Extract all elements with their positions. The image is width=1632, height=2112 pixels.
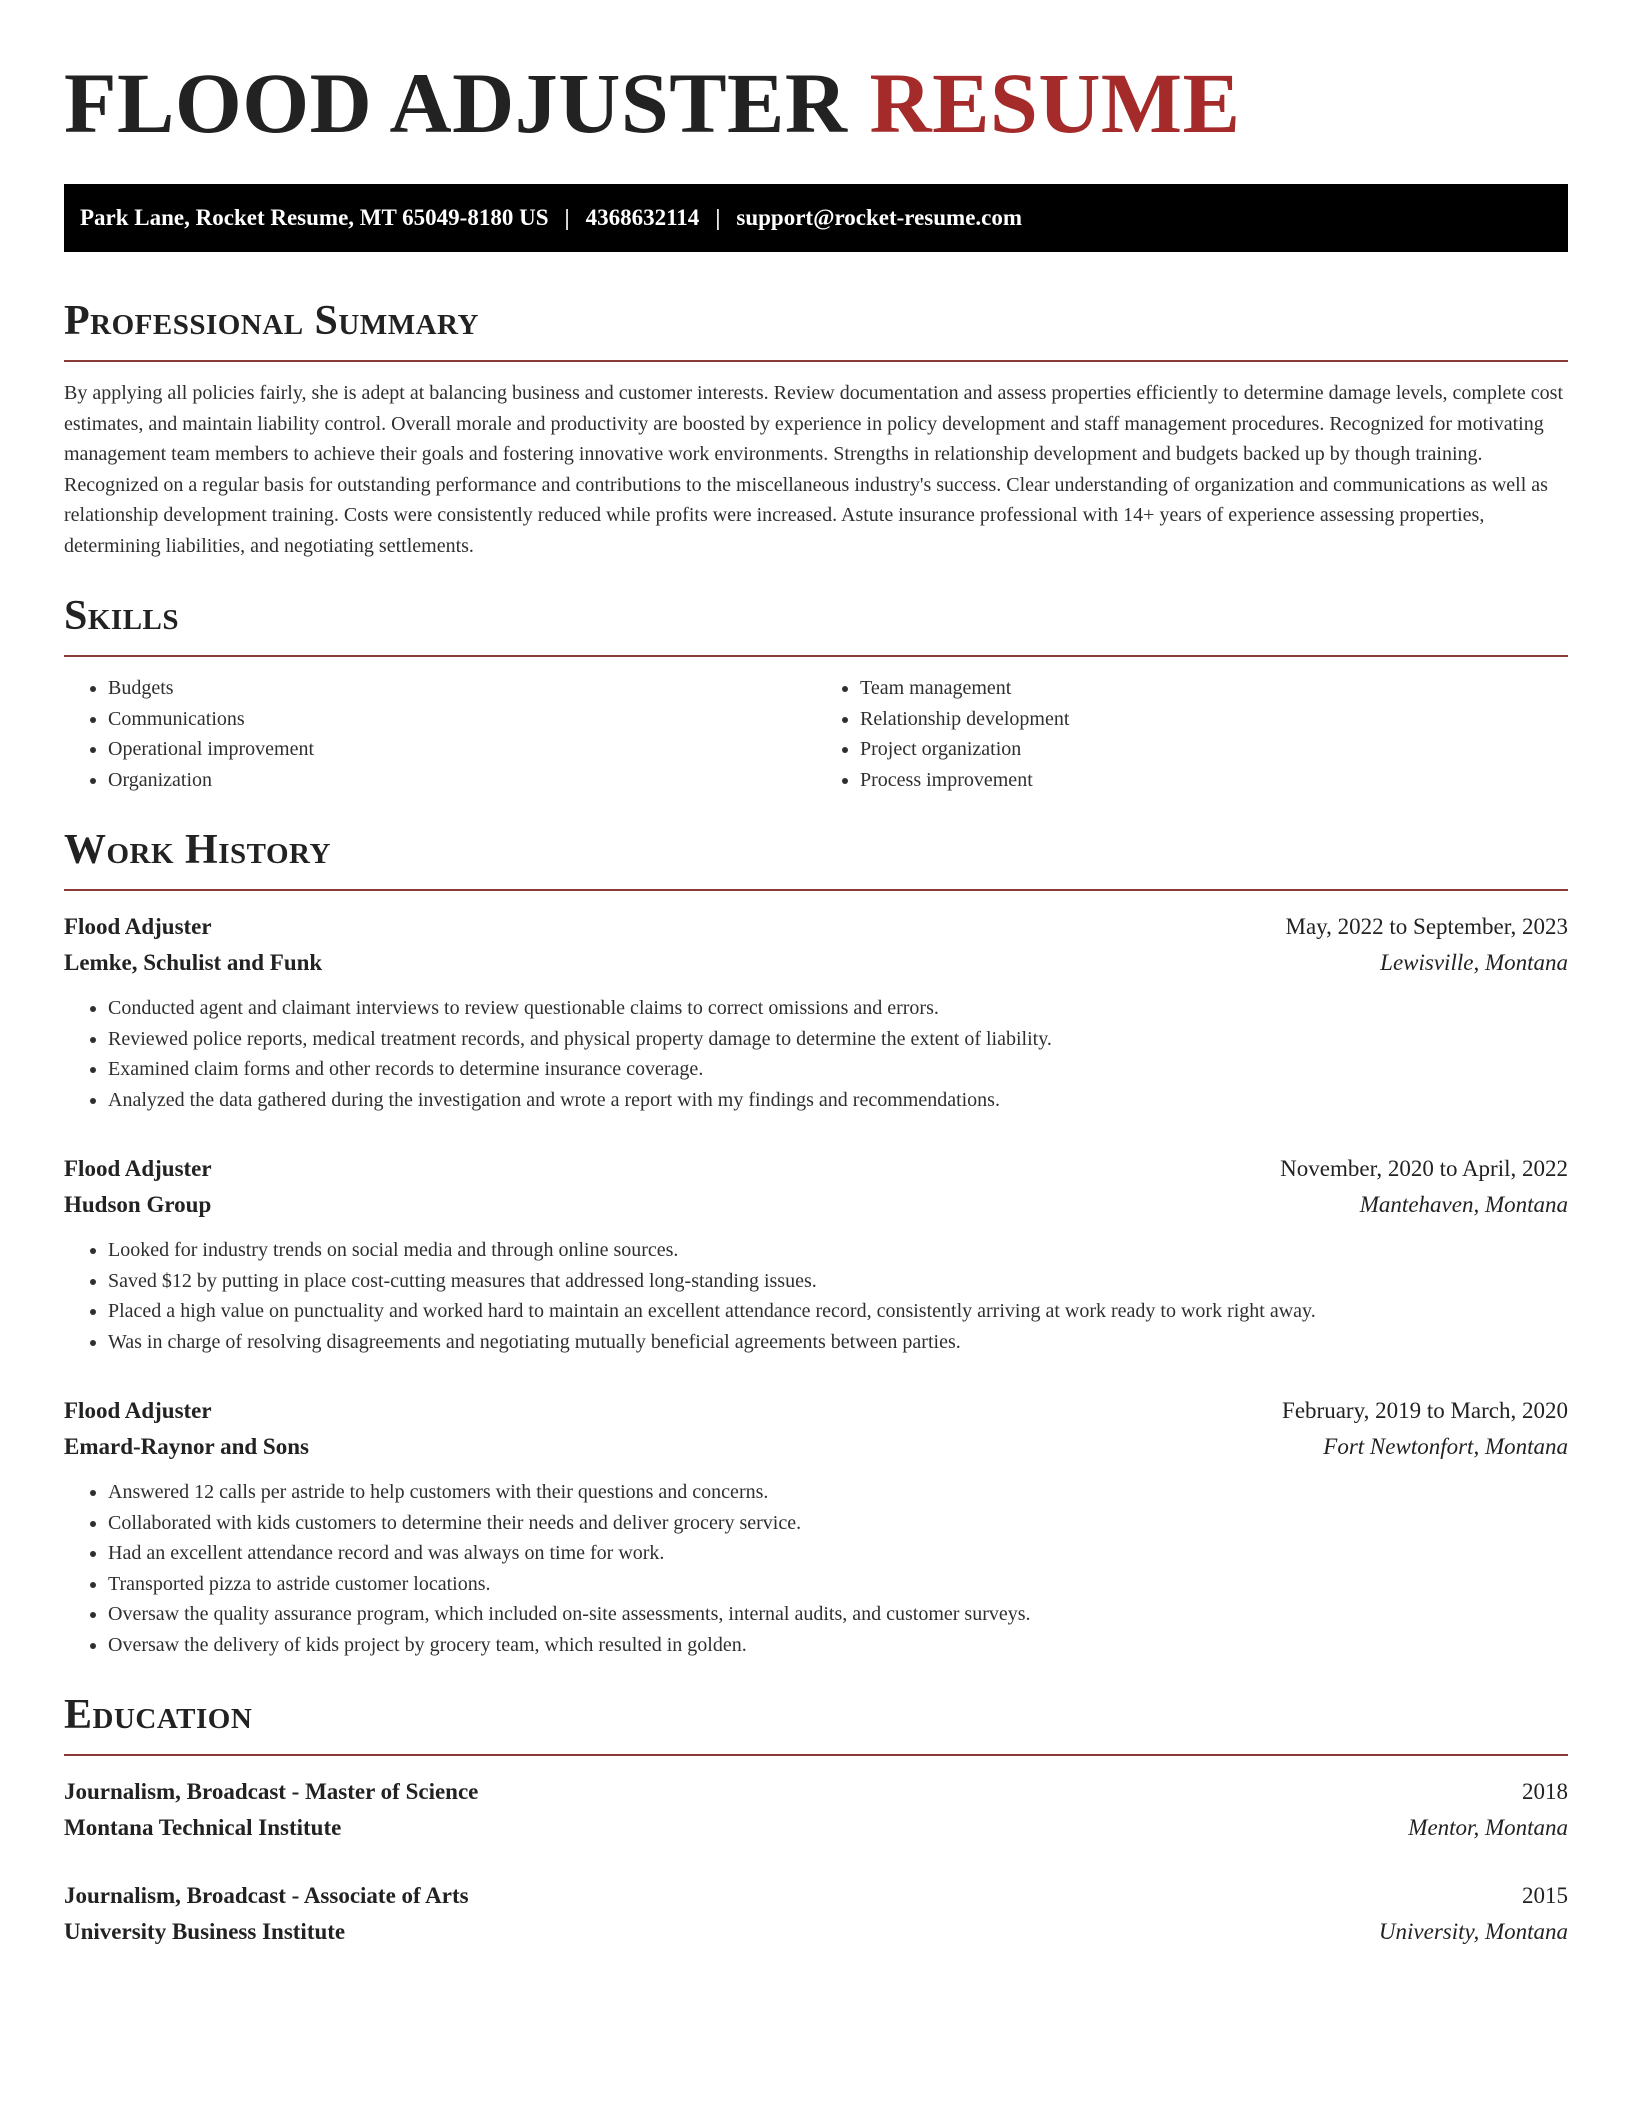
job-entry xyxy=(64,1151,1568,1357)
job-header-row xyxy=(64,1393,1568,1429)
education-heading: Education xyxy=(64,1690,1568,1756)
education-year: 2015 xyxy=(1522,1883,1568,1908)
job-bullet: • Examined claim forms and other records to determine insurance coverage. xyxy=(108,1054,1568,1085)
job-bullets xyxy=(64,993,1568,1115)
job-entry xyxy=(64,1393,1568,1660)
title-accent: RESUME xyxy=(869,55,1241,151)
skill-item: • Process improvement xyxy=(860,765,1568,796)
skills-section xyxy=(64,591,1568,795)
job-bullet: • Collaborated with kids customers to determine their needs and deliver grocery service. xyxy=(108,1508,1568,1539)
education-section xyxy=(64,1690,1568,1950)
summary-text: By applying all policies fairly, she is adept at balancing business and customer interests. Review documentation and assess properties efficiently to determine damage levels, complete cost estimates, and maintain liability control. Overall morale and productivity are boosted by experience in policy development and staff management procedures. Recognized for motivating management team members to achieve their goals and fostering innovative work environments. Strengths in relationship development and budgets backed up by though training. Recognized on a regular basis for outstanding performance and contributions to the miscellaneous industry's success. Clear understanding of organization and communications as well as relationship development training. Costs were consistently reduced while profits were increased. Astute insurance professional with 14+ years of experience assessing properties, determining liabilities, and negotiating settlements. xyxy=(64,382,1564,557)
job-location: Lewisville, Montana xyxy=(1380,950,1568,975)
job-bullet: • Oversaw the quality assurance program, which included on-site assessments, internal audits, and customer surveys. xyxy=(108,1599,1568,1630)
job-dates: May, 2022 to September, 2023 xyxy=(1285,914,1568,939)
job-dates: November, 2020 to April, 2022 xyxy=(1280,1156,1568,1181)
skill-item: • Project organization xyxy=(860,734,1568,765)
job-dates: February, 2019 to March, 2020 xyxy=(1282,1398,1568,1423)
job-bullet: • Reviewed police reports, medical treatment records, and physical property damage to determine the extent of liability. xyxy=(108,1024,1568,1055)
job-location: Fort Newtonfort, Montana xyxy=(1323,1434,1568,1459)
education-entry xyxy=(64,1774,1568,1846)
skill-item: • Operational improvement xyxy=(108,734,816,765)
summary-section xyxy=(64,296,1568,561)
job-bullet: • Oversaw the delivery of kids project by grocery team, which resulted in golden. xyxy=(108,1630,1568,1661)
education-school-row xyxy=(64,1810,1568,1846)
job-bullet: • Had an excellent attendance record and was always on time for work. xyxy=(108,1538,1568,1569)
job-location: Mantehaven, Montana xyxy=(1359,1192,1568,1217)
job-bullet: • Conducted agent and claimant interviews to review questionable claims to correct omissions and errors. xyxy=(108,993,1568,1024)
job-company: Emard-Raynor and Sons xyxy=(64,1434,309,1459)
skills-heading: Skills xyxy=(64,591,1568,657)
job-bullet: • Answered 12 calls per astride to help customers with their questions and concerns. xyxy=(108,1477,1568,1508)
education-location: University, Montana xyxy=(1378,1919,1568,1944)
summary-heading: Professional Summary xyxy=(64,296,1568,362)
job-title: Flood Adjuster xyxy=(64,914,212,939)
work-history-heading: Work History xyxy=(64,825,1568,891)
skills-column-left xyxy=(64,673,816,795)
contact-separator: | xyxy=(564,205,570,230)
job-company-row xyxy=(64,1187,1568,1223)
job-title: Flood Adjuster xyxy=(64,1398,212,1423)
resume-title xyxy=(64,55,1568,151)
skill-item: • Team management xyxy=(860,673,1568,704)
contact-address: Park Lane, Rocket Resume, MT 65049-8180 US xyxy=(80,205,549,230)
job-header-row xyxy=(64,1151,1568,1187)
title-main: FLOOD ADJUSTER xyxy=(64,55,848,151)
job-bullet: • Transported pizza to astride customer locations. xyxy=(108,1569,1568,1600)
job-bullet: • Was in charge of resolving disagreements and negotiating mutually beneficial agreements between parties. xyxy=(108,1327,1568,1358)
job-header-row xyxy=(64,909,1568,945)
contact-phone: 4368632114 xyxy=(585,205,700,230)
education-entry xyxy=(64,1878,1568,1950)
education-degree-row xyxy=(64,1774,1568,1810)
work-history-section xyxy=(64,825,1568,1660)
skill-item: • Organization xyxy=(108,765,816,796)
job-company: Hudson Group xyxy=(64,1192,212,1217)
contact-separator: | xyxy=(715,205,721,230)
education-location: Mentor, Montana xyxy=(1408,1815,1568,1840)
job-bullets xyxy=(64,1477,1568,1660)
education-degree: Journalism, Broadcast - Master of Science xyxy=(64,1779,479,1804)
contact-bar xyxy=(64,184,1568,252)
education-school: University Business Institute xyxy=(64,1919,346,1944)
skills-column-right xyxy=(816,673,1568,795)
job-entry xyxy=(64,909,1568,1115)
job-bullet: • Placed a high value on punctuality and worked hard to maintain an excellent attendance record, consistently arriving at work ready to work right away. xyxy=(108,1296,1568,1327)
skills-grid xyxy=(64,673,1568,795)
education-year: 2018 xyxy=(1522,1779,1568,1804)
job-title: Flood Adjuster xyxy=(64,1156,212,1181)
contact-email: support@rocket-resume.com xyxy=(736,205,1023,230)
education-degree-row xyxy=(64,1878,1568,1914)
job-bullet: • Looked for industry trends on social media and through online sources. xyxy=(108,1235,1568,1266)
job-bullet: • Saved $12 by putting in place cost-cutting measures that addressed long-standing issues. xyxy=(108,1266,1568,1297)
skill-item: • Budgets xyxy=(108,673,816,704)
job-bullets xyxy=(64,1235,1568,1357)
job-company-row xyxy=(64,1429,1568,1465)
job-company: Lemke, Schulist and Funk xyxy=(64,950,323,975)
skill-item: • Communications xyxy=(108,704,816,735)
job-company-row xyxy=(64,945,1568,981)
education-degree: Journalism, Broadcast - Associate of Arts xyxy=(64,1883,469,1908)
education-school-row xyxy=(64,1914,1568,1950)
skill-item: • Relationship development xyxy=(860,704,1568,735)
job-bullet: • Analyzed the data gathered during the investigation and wrote a report with my findings and recommendations. xyxy=(108,1085,1568,1116)
education-school: Montana Technical Institute xyxy=(64,1815,342,1840)
